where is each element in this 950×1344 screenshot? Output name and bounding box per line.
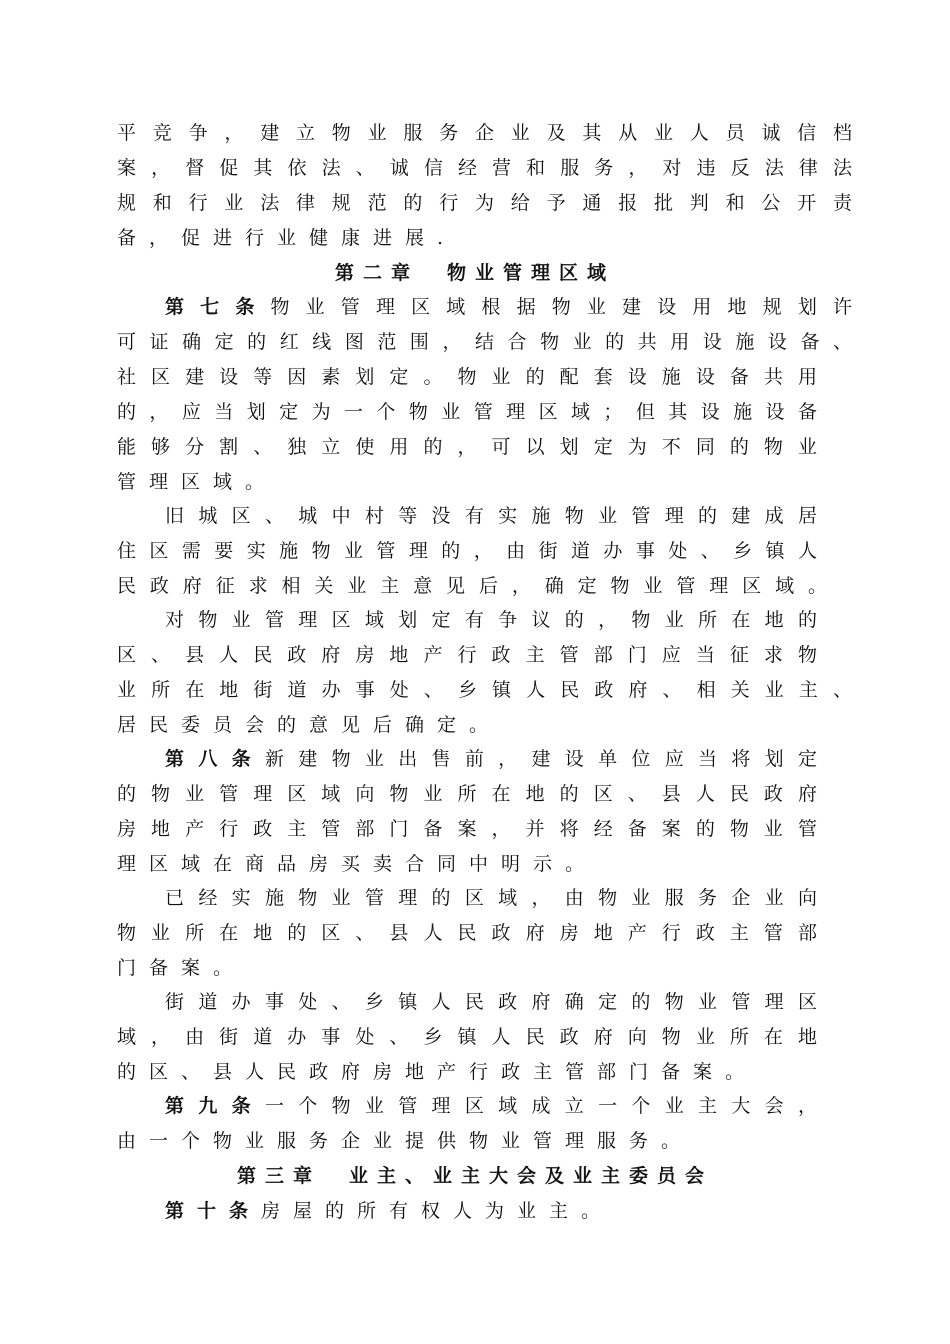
text-line: 街道办事处、乡镇人民政府确定的物业管理区: [165, 991, 817, 1013]
text-line: 对物业管理区域划定有争议的，物业所在地的: [165, 609, 817, 631]
text-line: 规和行业法律规范的行为给予通报批判和公开责: [117, 192, 852, 214]
text-line: 案，督促其依法、诚信经营和服务，对违反法律法: [117, 157, 852, 179]
text-line: 区、县人民政府房地产行政主管部门应当征求物: [117, 644, 817, 666]
text-line: 的区、县人民政府房地产行政主管部门备案。: [117, 1061, 758, 1083]
article-number: 第七条: [165, 296, 271, 318]
article-text: 物业管理区域根据物业建设用地规划许: [270, 296, 852, 318]
text-line: 已经实施物业管理的区域，由物业服务企业向: [165, 887, 817, 909]
text-line: 由一个物业服务企业提供物业管理服务。: [117, 1130, 694, 1152]
article-line: [165, 1194, 852, 1228]
text-line: 备，促进行业健康进展.: [117, 227, 457, 249]
article-number: 第八条: [165, 748, 265, 770]
text-line: 社区建设等因素划定。物业的配套设施设备共用: [117, 366, 817, 388]
article-text: 新建物业出售前，建设单位应当将划定: [264, 748, 817, 770]
text-line: 理区域在商品房买卖合同中明示。: [117, 853, 598, 875]
text-line: 可证确定的红线图范围，结合物业的共用设施设备、: [117, 331, 852, 353]
article-line: [165, 742, 817, 776]
article-line: [165, 290, 852, 324]
text-line: 住区需要实施物业管理的，由街道办事处、乡镇人: [117, 540, 817, 562]
chapter-heading: 第二章 物业管理区域: [334, 262, 615, 284]
article-text: 房屋的所有权人为业主。: [261, 1200, 614, 1222]
text-line: 管理区域。: [117, 471, 278, 493]
text-line: 房地产行政主管部门备案，并将经备案的物业管: [117, 818, 817, 840]
text-line: 的，应当划定为一个物业管理区域；但其设施设备: [117, 401, 817, 423]
text-line: 能够分割、独立使用的，可以划定为不同的物业: [117, 436, 817, 458]
article-number: 第九条: [165, 1095, 265, 1117]
text-line: 居民委员会的意见后确定。: [117, 714, 502, 736]
text-line: 的物业管理区域向物业所在地的区、县人民政府: [117, 783, 817, 805]
text-line: 民政府征求相关业主意见后，确定物业管理区域。: [117, 575, 827, 597]
text-line: 旧城区、城中村等没有实施物业管理的建成居: [165, 505, 817, 527]
text-line: 业所在地街道办事处、乡镇人民政府、相关业主、: [117, 679, 852, 701]
text-line: 平竞争，建立物业服务企业及其从业人员诚信档: [117, 122, 852, 144]
article-line: [165, 1089, 817, 1123]
chapter-heading: 第三章 业主、业主大会及业主委员会: [236, 1165, 713, 1187]
text-line: 物业所在地的区、县人民政府房地产行政主管部: [117, 922, 817, 944]
article-number: 第十条: [165, 1200, 262, 1222]
text-line: 域，由街道办事处、乡镇人民政府向物业所在地: [117, 1026, 817, 1048]
text-line: 门备案。: [117, 957, 246, 979]
article-text: 一个物业管理区域成立一个业主大会，: [264, 1095, 817, 1117]
